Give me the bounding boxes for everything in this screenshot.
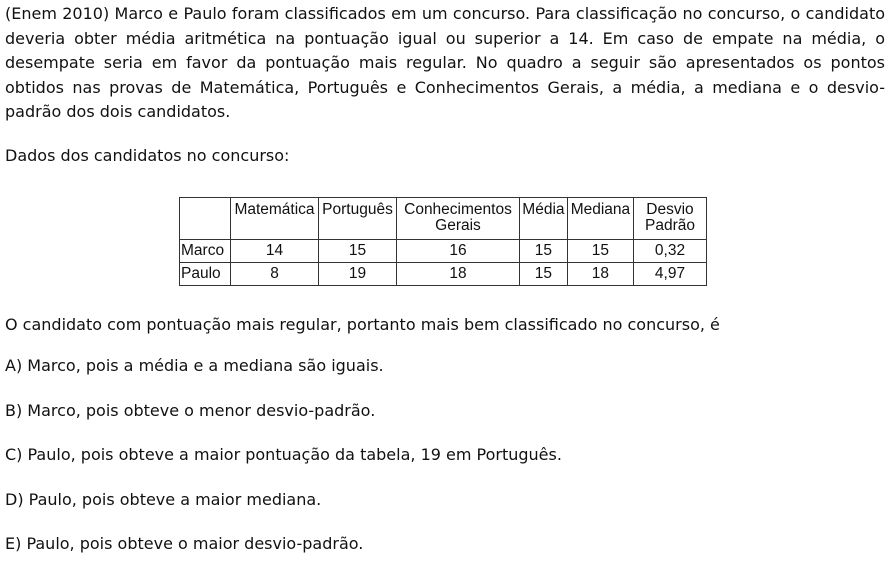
header-conhecimentos-gerais: Conhecimentos Gerais (396, 198, 519, 240)
header-portugues: Português (319, 198, 397, 240)
header-media: Média (519, 198, 567, 240)
table-row (180, 263, 707, 286)
option-d[interactable]: D) Paulo, pois obteve a maior mediana. (5, 489, 322, 509)
question-prompt: O candidato com pontuação mais regular, portanto mais bem classificado no concurso, é (5, 315, 720, 334)
table-header-row (180, 198, 707, 240)
table-cell: 4,97 (634, 263, 707, 286)
table-row (180, 240, 707, 263)
table-cell: 15 (519, 263, 567, 286)
table-cell: 14 (231, 240, 319, 263)
table-caption: Dados dos candidatos no concurso: (5, 146, 290, 165)
table-cell: 15 (519, 240, 567, 263)
table-cell: 0,32 (634, 240, 707, 263)
table-cell: 16 (396, 240, 519, 263)
answer-options (5, 354, 562, 577)
option-c[interactable]: C) Paulo, pois obteve a maior pontuação da tabela, 19 em Português. (5, 445, 562, 464)
scores-table (179, 197, 707, 286)
table-cell: 15 (319, 240, 397, 263)
option-b[interactable]: B) Marco, pois obteve o menor desvio-padrão. (5, 400, 376, 420)
table-cell: 8 (231, 263, 319, 286)
table-cell: 15 (567, 240, 633, 263)
table-cell: 18 (567, 263, 633, 286)
header-desvio-padrao: Desvio Padrão (634, 198, 707, 240)
table-cell: 19 (319, 263, 397, 286)
table-corner-cell (180, 198, 231, 240)
question-statement: (Enem 2010) Marco e Paulo foram classificados em um concurso. Para classificação no concurso, o candidato deveria obter média aritmética na pontuação igual ou superior a 14. Em caso de empate na média, o desempate seria em favor da pontuação mais regular. No quadro a seguir são apresentados os pontos obtidos nas provas de Matemática, Português e Conhecimentos Gerais, a média, a mediana e o desvio-padrão dos dois candidatos. (5, 4, 885, 121)
table-cell: 18 (396, 263, 519, 286)
row-label-marco: Marco (180, 240, 231, 263)
row-label-paulo: Paulo (180, 263, 231, 286)
header-mediana: Mediana (567, 198, 633, 240)
header-matematica: Matemática (231, 198, 319, 240)
option-e[interactable]: E) Paulo, pois obteve o maior desvio-padrão. (5, 534, 364, 553)
option-a[interactable]: A) Marco, pois a média e a mediana são iguais. (5, 356, 384, 375)
